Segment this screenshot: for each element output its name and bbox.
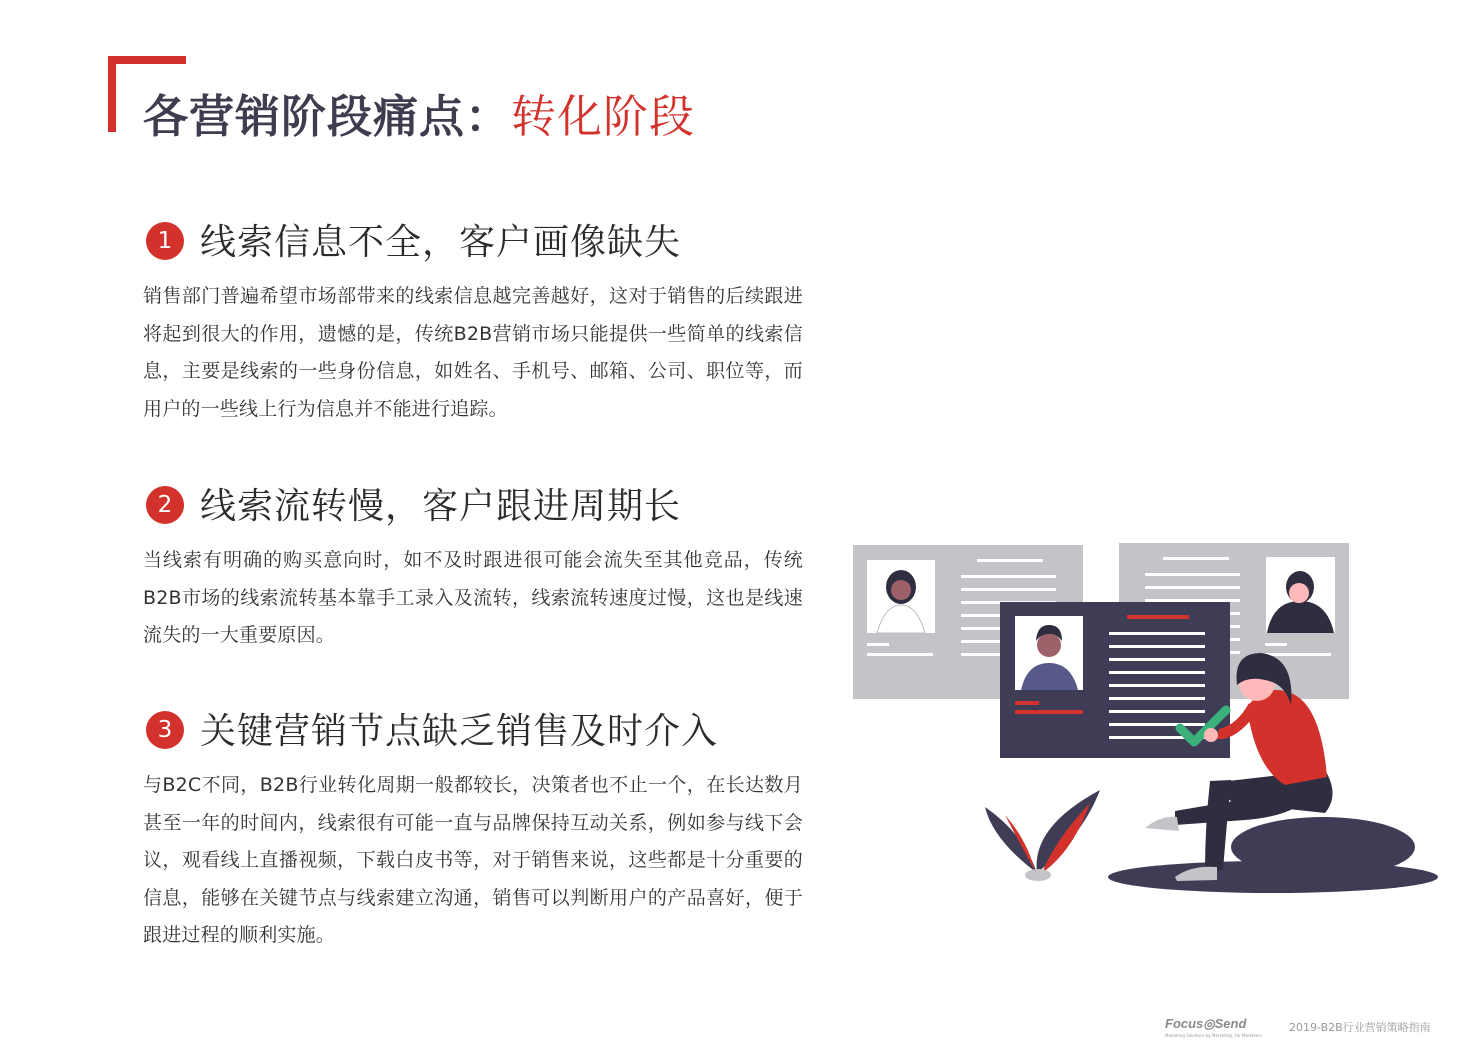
title-bracket-top (108, 56, 186, 64)
focussend-logo: Focus◎Send (1165, 1016, 1247, 1031)
title-bracket-left (108, 56, 116, 132)
page-title-accent: 转化阶段 (511, 90, 696, 143)
page-title (143, 80, 695, 145)
pouf (1231, 817, 1415, 877)
section-1-header (143, 214, 803, 264)
document-name: 2019-B2B行业营销策略指南 (1289, 1021, 1431, 1034)
section-3 (143, 703, 803, 955)
section-1-number-badge: 1 (146, 222, 184, 260)
section-1-title: 线索信息不全，客户画像缺失 (200, 222, 682, 263)
section-2-number-badge: 2 (146, 486, 184, 524)
leaf-icon (985, 790, 1100, 881)
logo-tagline: Marketing Solutions by Marketing, For Marketers (1165, 1033, 1262, 1038)
section-1-body: 销售部门普遍希望市场部带来的线索信息越完善越好，这对于销售的后续跟进将起到很大的作用，遗憾的是，传统B2B营销市场只能提供一些简单的线索信息，主要是线索的一些身份信息，如姓名、手机号、邮箱、公司、职位等，而用户的一些线上行为信息并不能进行追踪。 (143, 285, 803, 420)
section-3-header (143, 703, 803, 753)
section-1 (143, 214, 803, 428)
section-2 (143, 478, 803, 655)
section-3-body: 与B2C不同，B2B行业转化周期一般都较长，决策者也不止一个，在长达数月甚至一年的时间内，线索很有可能一直与品牌保持互动关系，例如参与线下会议，观看线上直播视频，下载白皮书等，对于销售来说，这些都是十分重要的信息，能够在关键节点与线索建立沟通，销售可以判断用户的产品喜好，便于跟进过程的顺利实施。 (143, 774, 803, 946)
section-2-body: 当线索有明确的购买意向时，如不及时跟进很可能会流失至其他竞品，传统B2B市场的线索流转基本靠手工录入及流转，线索流转速度过慢，这也是线速流失的一大重要原因。 (143, 549, 803, 646)
section-2-title: 线索流转慢，客户跟进周期长 (200, 486, 682, 527)
section-2-header (143, 478, 803, 528)
section-3-number-badge: 3 (146, 711, 184, 749)
page-title-main: 各营销阶段痛点： (143, 90, 512, 143)
profile-cards-illustration (845, 535, 1445, 905)
section-3-title: 关键营销节点缺乏销售及时介入 (200, 711, 719, 752)
